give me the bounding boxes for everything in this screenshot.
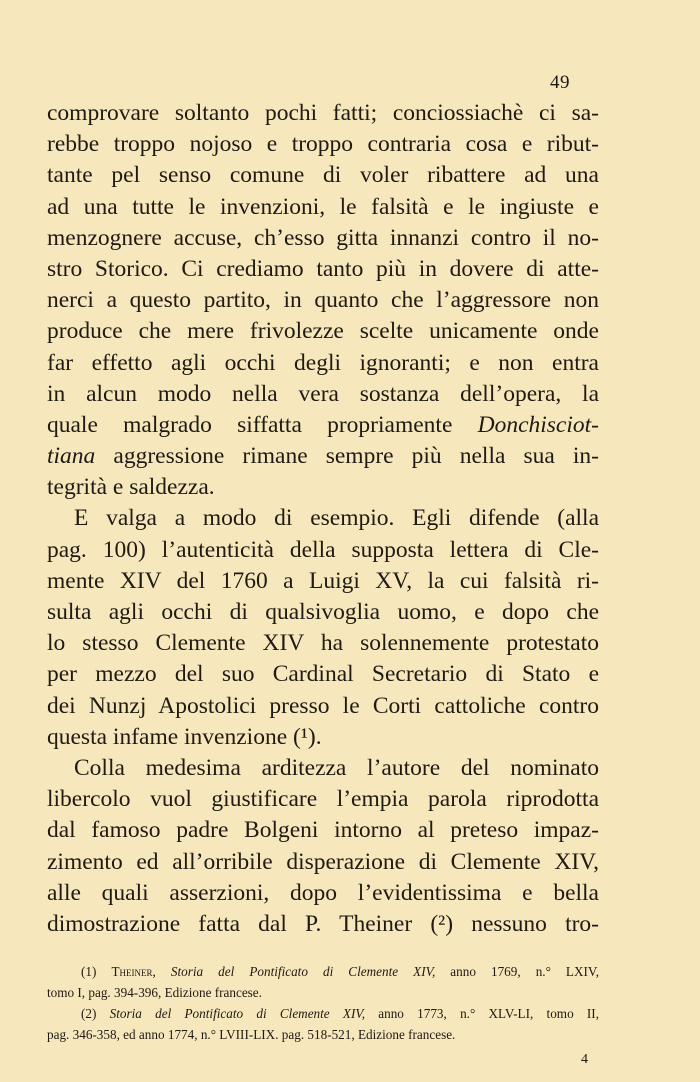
text-line: dei Nunzj Apostolici presso le Corti cattoliche contro	[47, 692, 599, 719]
paragraph-start: Colla medesima arditezza l’autore del nominato	[74, 754, 599, 781]
footnote-title: Storia del Pontificato di Clemente XIV,	[109, 1006, 366, 1021]
text-line: pag. 100) l’autenticità della supposta lettera di Cle-	[47, 536, 599, 563]
text-line-with-italic	[47, 441, 599, 472]
paragraph-start: E valga a modo di esempio. Egli difende (alla	[74, 505, 599, 532]
main-text	[47, 98, 599, 940]
footnote-title: Storia del Pontificato di Clemente XIV,	[170, 964, 436, 979]
footnote-text: anno 1773, n.° XLV-LI, tomo II,	[365, 1006, 599, 1021]
text-line: per mezzo del suo Cardinal Secretario di Stato e	[47, 661, 599, 688]
footnote-text: anno 1769, n.° LXIV,	[435, 964, 600, 979]
text-line: stro Storico. Ci crediamo tanto più in dovere di atte-	[47, 255, 599, 282]
footnote-1-cont: tomo I, pag. 394-396, Edizione francese.	[47, 985, 262, 1000]
footnotes	[47, 961, 599, 1045]
footnote-marker: (2)	[81, 1006, 97, 1021]
footnote-1: (1) Theiner, Storia del Pontificato di Clemente XIV, anno 1769, n.° LXIV,	[81, 964, 600, 979]
text-line: lo stesso Clemente XIV ha solennemente protestato	[47, 630, 599, 657]
text-line: libercolo vuol giustificare l’empia parola riprodotta	[47, 786, 599, 813]
text-line: far effetto agli occhi degli ignoranti; e non entra	[47, 349, 599, 376]
text-fragment: quale malgrado siffatta propriamente	[47, 411, 478, 438]
signature-mark: 4	[581, 1052, 588, 1067]
text-line: rebbe troppo nojoso e troppo contraria cosa e ribut-	[47, 131, 599, 158]
text-line: ad una tutte le invenzioni, le falsità e le ingiuste e	[47, 193, 599, 220]
text-line: tante pel senso comune di voler ribattere ad una	[47, 162, 599, 189]
text-line: comprovare soltanto pochi fatti; conciossiachè ci sa-	[47, 100, 599, 126]
text-line: questa infame invenzione (¹).	[47, 723, 322, 750]
text-fragment: aggressione rimane sempre più nella sua in-	[95, 443, 599, 470]
text-line: zimento ed all’orribile disperazione di Clemente XIV,	[47, 848, 599, 875]
text-line: menzognere accuse, ch’esso gitta innanzi contro il no-	[47, 224, 599, 251]
text-line: alle quali asserzioni, dopo l’evidentissima e bella	[47, 879, 599, 906]
text-line: in alcun modo nella vera sostanza dell’opera, la	[47, 380, 599, 407]
footnote-2-cont: pag. 346-358, ed anno 1774, n.° LVIII-LIX. pag. 518-521, Edizione francese.	[47, 1027, 456, 1042]
text-line: nerci a questo partito, in quanto che l’aggressore non	[47, 287, 599, 314]
text-line: sulta agli occhi di qualsivoglia uomo, e dopo che	[47, 599, 599, 625]
footnote-author: Theiner	[111, 964, 153, 979]
text-line-with-italic	[47, 410, 599, 441]
page-number: 49	[550, 72, 570, 93]
italic-term: tiana	[47, 443, 96, 470]
footnote-marker: (1)	[81, 964, 97, 979]
text-line: tegrità e saldezza.	[47, 474, 215, 501]
text-line: dal famoso padre Bolgeni intorno al preteso impaz-	[47, 817, 599, 844]
footnote-2	[47, 1003, 599, 1024]
italic-term: Donchisciot-	[477, 411, 599, 438]
text-line: dimostrazione fatta dal P. Theiner (²) nessuno tro-	[47, 910, 599, 937]
text-line: produce che mere frivolezze scelte unicamente onde	[47, 318, 599, 345]
text-line: mente XIV del 1760 a Luigi XV, la cui falsità ri-	[47, 567, 599, 594]
